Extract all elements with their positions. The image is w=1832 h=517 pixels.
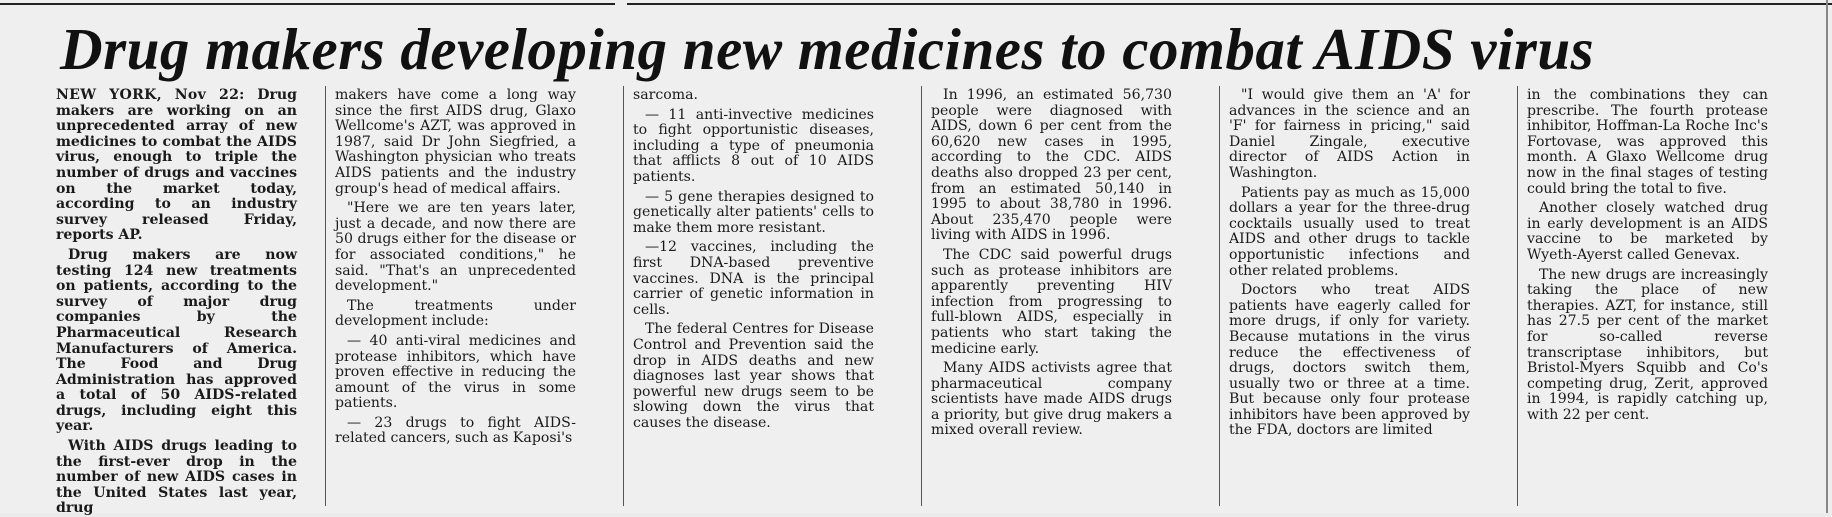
paragraph: With AIDS drugs leading to the first-ever drop in the number of new AIDS cases in the United States last year, drug bbox=[56, 438, 297, 517]
column-1 bbox=[56, 87, 297, 517]
paragraph: "I would give them an 'A' for advances in the science and an 'F' for fairness in pricing," said Daniel Zingale, executive director of AIDS Action in Washington. bbox=[1229, 87, 1470, 181]
paragraph: Another closely watched drug in early development is an AIDS vaccine to be marketed by Wyeth-Ayerst called Genevax. bbox=[1527, 200, 1768, 263]
top-rule-gap bbox=[615, 2, 627, 7]
list-item: — 11 anti-invective medicines to fight opportunistic diseases, including a type of pneumonia that afflicts 8 out of 10 AIDS patients. bbox=[633, 106, 874, 185]
paragraph: Many AIDS activists agree that pharmaceutical company scientists have made AIDS drugs a priority, but give drug makers a mixed overall review. bbox=[931, 360, 1172, 439]
paragraph-text: Drug makers are working on an unprecedented array of new medicines to combat the AIDS virus, enough to triple the number of drugs and vaccines on the market today, according to an industry survey released Friday, reports AP. bbox=[56, 87, 297, 244]
paragraph: makers have come a long way since the first AIDS drug, Glaxo Wellcome's AZT, was approved in 1987, said Dr John Siegfried, a Washington physician who treats AIDS patients and the industry group's head of medical affairs. bbox=[335, 87, 576, 197]
column-5 bbox=[1229, 88, 1470, 506]
column-4 bbox=[931, 88, 1172, 506]
top-rule bbox=[0, 3, 1832, 5]
dateline: NEW YORK, Nov 22: bbox=[56, 87, 245, 103]
paragraph: The treatments under development include: bbox=[335, 297, 576, 330]
paragraph: The new drugs are increasingly taking the place of new therapies. AZT, for instance, still has 27.5 per cent of the market for so-called reverse transcriptase inhibitors, but Bristol-Myers Squibb and Co's competing drug, Zerit, approved in 1994, is rapidly catching up, with 22 per cent. bbox=[1527, 266, 1768, 423]
list-item: — 5 gene therapies designed to genetically alter patients' cells to make them more resistant. bbox=[633, 188, 874, 236]
paragraph: Patients pay as much as 15,000 dollars a year for the three-drug cocktails usually used to treat AIDS and other drugs to tackle opportunistic infections and other related problems. bbox=[1229, 184, 1470, 279]
paragraph: Drug makers are now testing 124 new treatments on patients, according to the survey of major drug companies by the Pharmaceutical Research Manufacturers of America. The Food and Drug Administration has approved a total of 50 AIDS-related drugs, including eight this year. bbox=[56, 246, 297, 435]
clipping-edge bbox=[1826, 0, 1828, 513]
paragraph: sarcoma. bbox=[633, 87, 698, 103]
headline: Drug makers developing new medicines to combat AIDS virus bbox=[60, 16, 1595, 82]
paragraph: In 1996, an estimated 56,730 people were diagnosed with AIDS, down 6 per cent from the 60,620 new cases in 1995, according to the CDC. AIDS deaths also dropped 23 per cent, from an estimated 50,140 in 1995 to about 38,780 in 1996. About 235,470 people were living with AIDS in 1996. bbox=[931, 87, 1172, 244]
paragraph bbox=[56, 88, 297, 244]
list-item: —12 vaccines, including the first DNA-based preventive vaccines. DNA is the principal carrier of genetic information in cells. bbox=[633, 239, 874, 318]
paragraph: in the combinations they can prescribe. The fourth protease inhibitor, Hoffman-La Roche Inc's Fortovase, was approved this month. A Glaxo Wellcome drug now in the final stages of testing could bring the total to five. bbox=[1527, 87, 1768, 197]
column-6 bbox=[1527, 88, 1768, 506]
list-item: — 40 anti-viral medicines and protease inhibitors, which have proven effective in reducing the amount of the virus in some patients. bbox=[335, 332, 576, 412]
paragraph: "Here we are ten years later, just a decade, and now there are 50 drugs either for the disease or for associated conditions," he said. "That's an unprecedented development." bbox=[335, 200, 576, 295]
paragraph: The CDC said powerful drugs such as protease inhibitors are apparently preventing HIV infection from progressing to full-blown AIDS, especially in patients who start taking the medicine early. bbox=[931, 246, 1172, 357]
paragraph: Doctors who treat AIDS patients have eagerly called for more drugs, if only for variety. Because mutations in the virus reduce the effectiveness of drugs, doctors switch them, usually two or three at a time. But because only four protease inhibitors have been approved by the FDA, doctors are limited bbox=[1229, 282, 1470, 439]
article-body bbox=[56, 87, 1826, 517]
list-item: — 23 drugs to fight AIDS-related cancers, such as Kaposi's bbox=[335, 414, 576, 447]
column-2 bbox=[335, 88, 576, 506]
column-3 bbox=[633, 88, 874, 506]
paragraph: The federal Centres for Disease Control and Prevention said the drop in AIDS deaths and new diagnoses last year shows that powerful new drugs seem to be slowing down the virus that causes the disease. bbox=[633, 321, 874, 431]
